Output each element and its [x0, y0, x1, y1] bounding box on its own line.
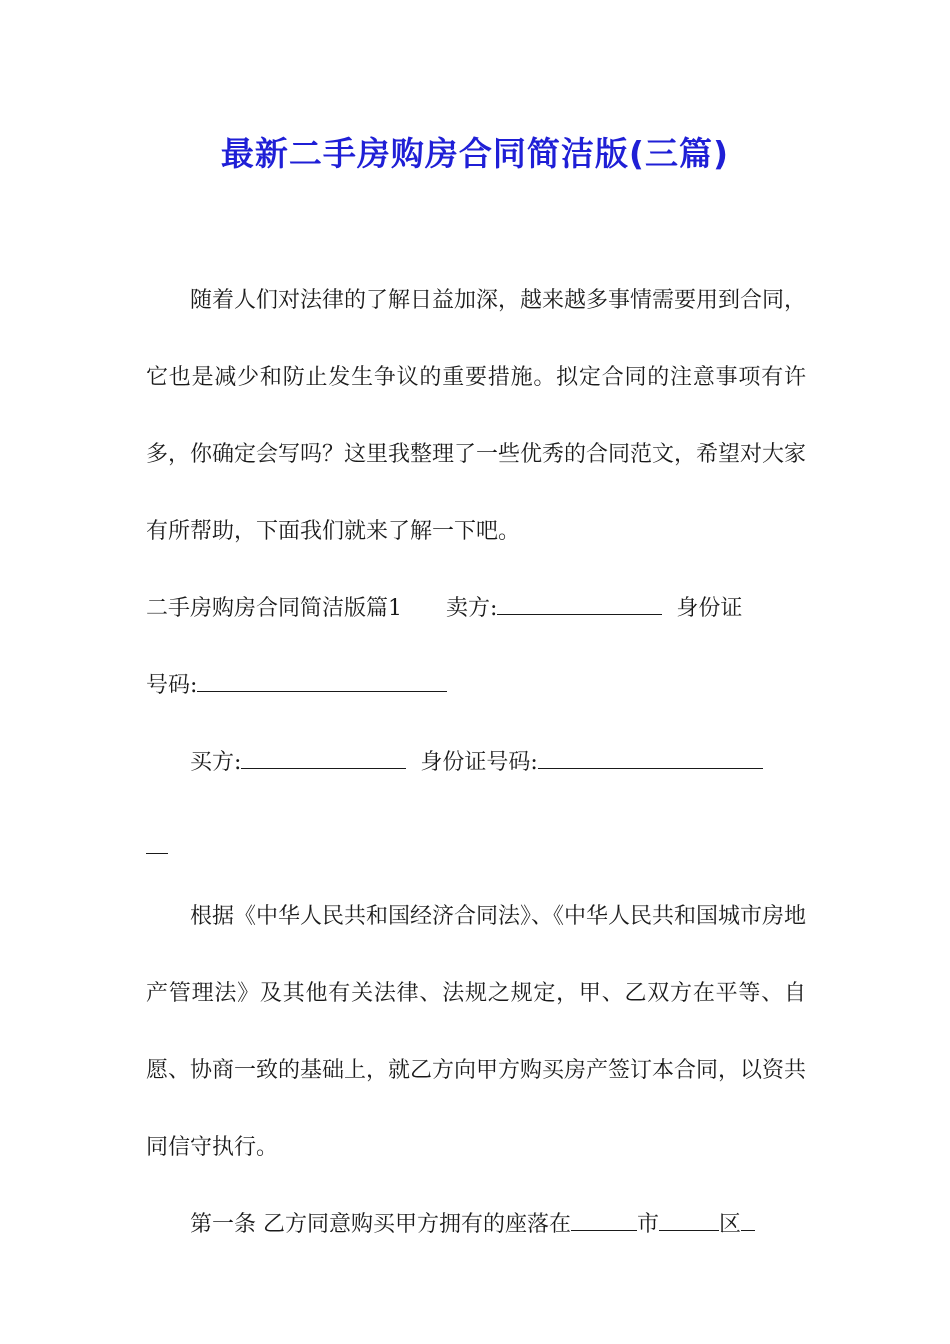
buyer-id-blank [538, 748, 763, 769]
section-heading: 二手房购房合同简洁版篇1 [146, 596, 402, 621]
seller-line [146, 570, 806, 647]
article-1-text: 第一条 乙方同意购买甲方拥有的座落在 [190, 1212, 571, 1237]
buyer-line [146, 724, 806, 801]
district-label: 区 [719, 1212, 742, 1237]
buyer-id-blank-continuation [146, 801, 806, 878]
city-label: 市 [637, 1212, 660, 1237]
seller-id-label-part1: 身份证 [676, 596, 743, 621]
seller-name-blank [497, 594, 662, 615]
document-body [146, 262, 806, 1263]
address-blank [741, 1210, 755, 1231]
seller-id-label-part2: 号码: [146, 673, 198, 698]
city-blank [571, 1210, 637, 1231]
basis-paragraph: 根据《中华人民共和国经济合同法》、《中华人民共和国城市房地产管理法》及其他有关法律、法规之规定，甲、乙双方在平等、自愿、协商一致的基础上，就乙方向甲方购买房产签订本合同，以资共同信守执行。 [146, 904, 807, 1160]
buyer-name-blank [241, 748, 406, 769]
intro-paragraph: 随着人们对法律的了解日益加深，越来越多事情需要用到合同，它也是减少和防止发生争议的重要措施。拟定合同的注意事项有许多，你确定会写吗？这里我整理了一些优秀的合同范文，希望对大家有所帮助，下面我们就来了解一下吧。 [146, 288, 807, 544]
buyer-id-label: 身份证号码: [420, 750, 538, 775]
seller-id-line [146, 647, 806, 724]
document-title: 最新二手房购房合同简洁版(三篇) [220, 134, 730, 173]
district-blank [659, 1210, 719, 1231]
seller-id-blank [197, 671, 447, 692]
seller-label: 卖方: [446, 596, 498, 621]
buyer-label: 买方: [190, 750, 242, 775]
article-1 [146, 1186, 806, 1263]
blank-continuation-line [146, 853, 168, 854]
